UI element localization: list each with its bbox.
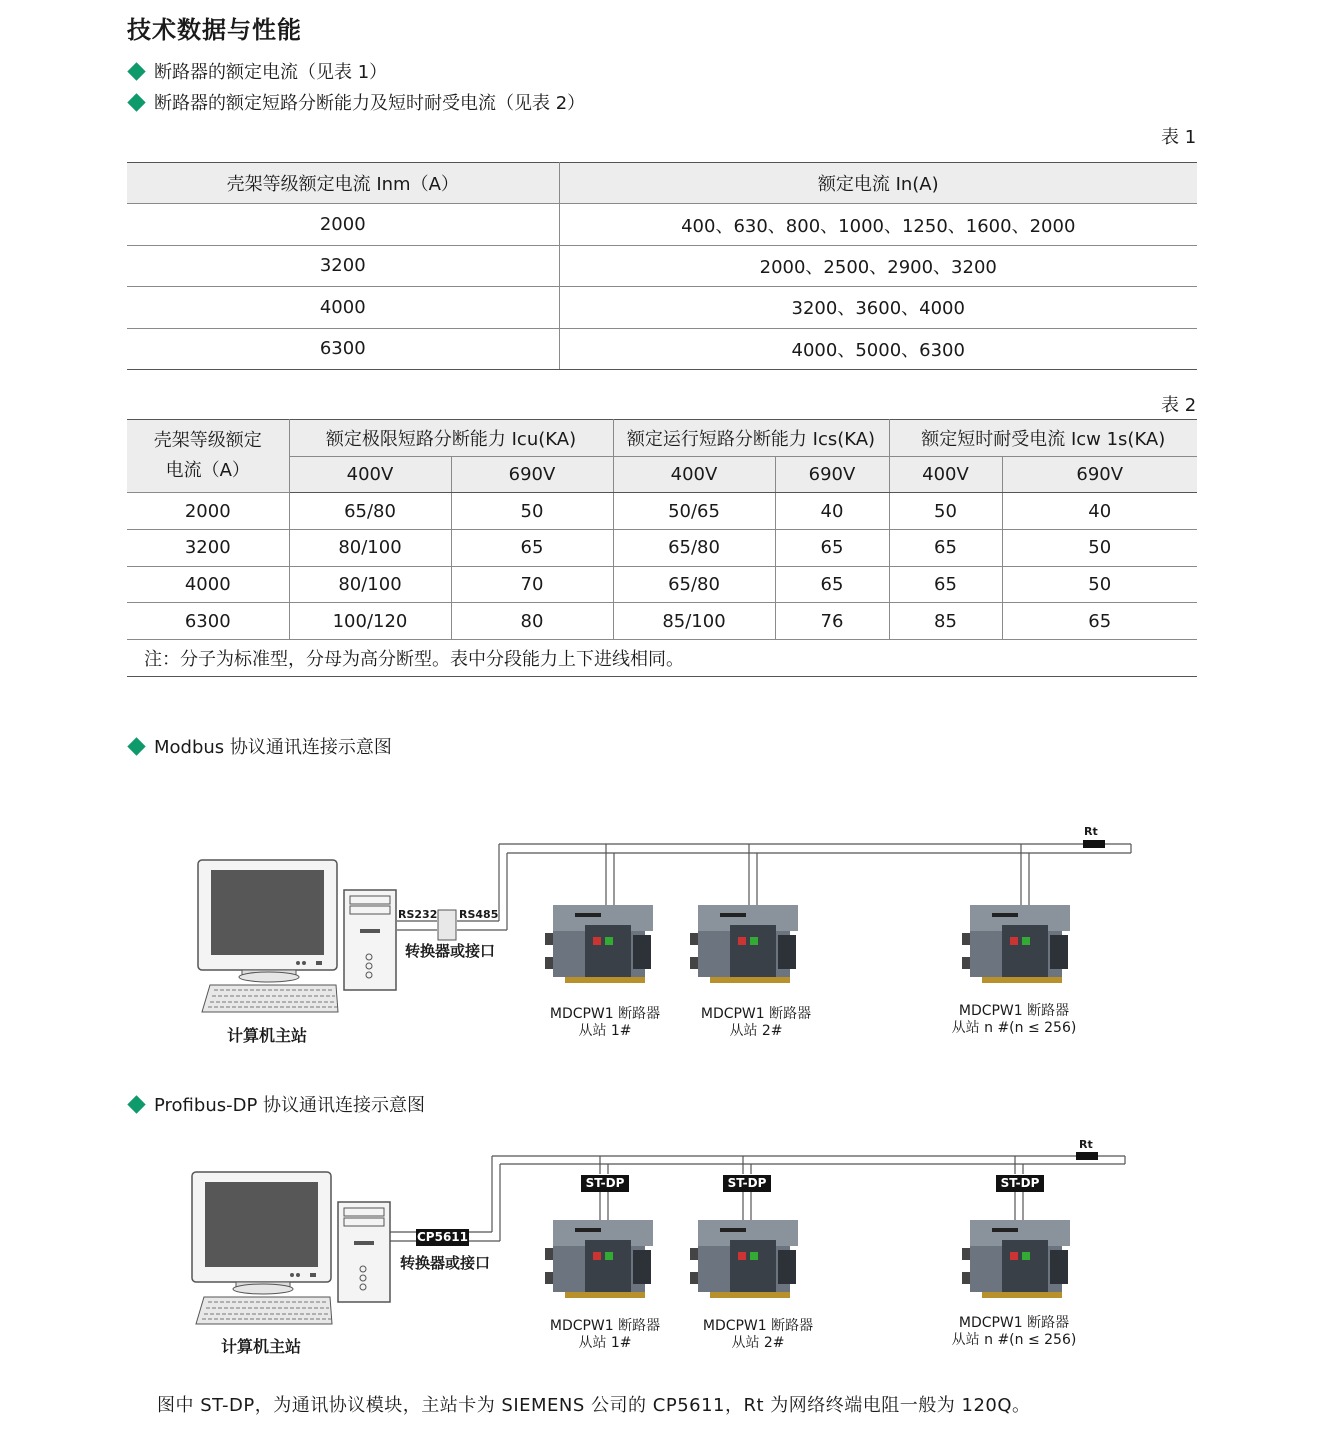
table-cell: 40 [1002,493,1197,530]
diamond-bullet-icon [127,93,145,111]
breaker-1-icon [545,905,653,983]
slave-station: 从站 1# [578,1335,632,1351]
modbus-heading-text: Modbus 协议通讯连接示意图 [154,737,392,758]
rt-resistor-icon [1076,1152,1098,1160]
table-cell: 70 [451,566,613,603]
corner-line: 壳架等级额定 [153,430,262,452]
table-cell: 3200、3600、4000 [559,287,1197,328]
table-cell: 6300 [127,603,289,640]
table-row [127,493,1197,530]
slave-station: 从站 2# [729,1023,783,1039]
profibus-heading-text: Profibus-DP 协议通讯连接示意图 [154,1095,426,1116]
header-cell: 额定电流 In(A) [559,163,1197,204]
diamond-bullet-icon [127,62,145,80]
bullet-rated-current [127,58,387,84]
slave-1-label [545,1318,665,1352]
table-row [127,245,1197,286]
rt-label: Rt [1084,825,1098,838]
table-cell: 65 [889,566,1002,603]
table-cell: 50 [1002,530,1197,567]
slave-model: MDCPW1 断路器 [958,1315,1070,1331]
table-cell: 80/100 [289,530,451,567]
corner-header-cell [127,420,289,493]
slave-n-label [944,1003,1084,1037]
table-cell: 3200 [127,530,289,567]
table-cell: 4000 [127,287,559,328]
breaker-n-icon [962,1220,1070,1298]
corner-line: 电流（A） [165,460,250,482]
slave-n-label [944,1315,1084,1349]
table-row [127,328,1197,369]
table-cell: 3200 [127,245,559,286]
table-cell: 65 [775,566,889,603]
profibus-diagram [0,1130,1323,1375]
table-cell: 50 [889,493,1002,530]
voltage-header-cell: 690V [451,456,613,493]
master-label: 计算机主站 [221,1337,302,1356]
diamond-bullet-icon [127,1095,145,1113]
slave-station: 从站 n #(n ≤ 256) [951,1020,1077,1036]
slave-1-label [545,1006,665,1040]
slave-station: 从站 2# [731,1335,785,1351]
slave-2-label [696,1006,816,1040]
table-cell: 65 [1002,603,1197,640]
table-row [127,204,1197,245]
table-cell: 65 [775,530,889,567]
table-cell: 65/80 [289,493,451,530]
footer-note: 图中 ST-DP，为通讯协议模块，主站卡为 SIEMENS 公司的 CP5611，Rt 为网络终端电阻一般为 120Q。 [157,1395,1031,1416]
bullet-text: 断路器的额定短路分断能力及短时耐受电流（见表 2） [154,93,586,114]
computer-master-icon [192,1172,390,1324]
rt-label: Rt [1079,1138,1093,1151]
table-cell: 6300 [127,328,559,369]
master-label: 计算机主站 [227,1026,308,1045]
breaker-n-icon [962,905,1070,983]
table-cell: 2000 [127,204,559,245]
st-dp-module-n: ST-DP [996,1175,1044,1192]
group-header-cell: 额定极限短路分断能力 Icu(KA) [289,420,613,457]
rs232-label: RS232 [398,908,438,921]
table-cell: 85/100 [613,603,775,640]
rated-current-table [127,162,1197,370]
voltage-header-cell: 400V [889,456,1002,493]
breaking-capacity-table [127,419,1197,677]
bullet-breaking-capacity [127,89,585,115]
table-cell: 50/65 [613,493,775,530]
cp5611-card: CP5611 [417,1230,468,1244]
profibus-heading [127,1091,425,1117]
page-title: 技术数据与性能 [127,16,302,44]
table-cell: 80/100 [289,566,451,603]
table-cell: 65 [889,530,1002,567]
voltage-header-cell: 690V [1002,456,1197,493]
slave-station: 从站 n #(n ≤ 256) [951,1332,1077,1348]
table-cell: 4000 [127,566,289,603]
breaker-1-icon [545,1220,653,1298]
table-note-row [127,640,1197,677]
converter-label: 转换器或接口 [400,1254,491,1272]
slave-station: 从站 1# [578,1023,632,1039]
voltage-header-cell: 400V [289,456,451,493]
rs485-label: RS485 [459,908,499,921]
table-cell: 400、630、800、1000、1250、1600、2000 [559,204,1197,245]
table-cell: 40 [775,493,889,530]
table-header-row [127,163,1197,204]
computer-master-icon [198,860,396,1012]
converter-label: 转换器或接口 [405,942,496,960]
table-row [127,287,1197,328]
breaker-2-icon [690,1220,798,1298]
slave-2-label [698,1318,818,1352]
table-cell: 100/120 [289,603,451,640]
st-dp-module-1: ST-DP [581,1175,629,1192]
table-cell: 85 [889,603,1002,640]
converter-icon [438,910,456,940]
table-cell: 65/80 [613,566,775,603]
table-cell: 4000、5000、6300 [559,328,1197,369]
table1-caption: 表 1 [1161,127,1197,148]
rt-resistor-icon [1083,840,1105,848]
table-row [127,603,1197,640]
slave-model: MDCPW1 断路器 [702,1318,814,1334]
table2-caption: 表 2 [1161,395,1197,416]
st-dp-module-2: ST-DP [723,1175,771,1192]
header-cell: 壳架等级额定电流 Inm（A） [127,163,559,204]
table-note: 注：分子为标准型，分母为高分断型。表中分段能力上下进线相同。 [127,640,1197,677]
table-header-row [127,420,1197,457]
bullet-text: 断路器的额定电流（见表 1） [154,62,388,83]
table-cell: 80 [451,603,613,640]
voltage-header-cell: 400V [613,456,775,493]
slave-model: MDCPW1 断路器 [700,1006,812,1022]
diamond-bullet-icon [127,737,145,755]
table-row [127,566,1197,603]
modbus-diagram [0,820,1323,1060]
table-cell: 2000、2500、2900、3200 [559,245,1197,286]
table-cell: 50 [1002,566,1197,603]
breaker-2-icon [690,905,798,983]
table-cell: 65/80 [613,530,775,567]
slave-model: MDCPW1 断路器 [958,1003,1070,1019]
table-row [127,530,1197,567]
slave-model: MDCPW1 断路器 [549,1318,661,1334]
group-header-cell: 额定运行短路分断能力 Ics(KA) [613,420,889,457]
table-cell: 65 [451,530,613,567]
group-header-cell: 额定短时耐受电流 Icw 1s(KA) [889,420,1197,457]
slave-model: MDCPW1 断路器 [549,1006,661,1022]
table-cell: 50 [451,493,613,530]
table-cell: 2000 [127,493,289,530]
voltage-header-cell: 690V [775,456,889,493]
table-cell: 76 [775,603,889,640]
modbus-heading [127,733,392,759]
